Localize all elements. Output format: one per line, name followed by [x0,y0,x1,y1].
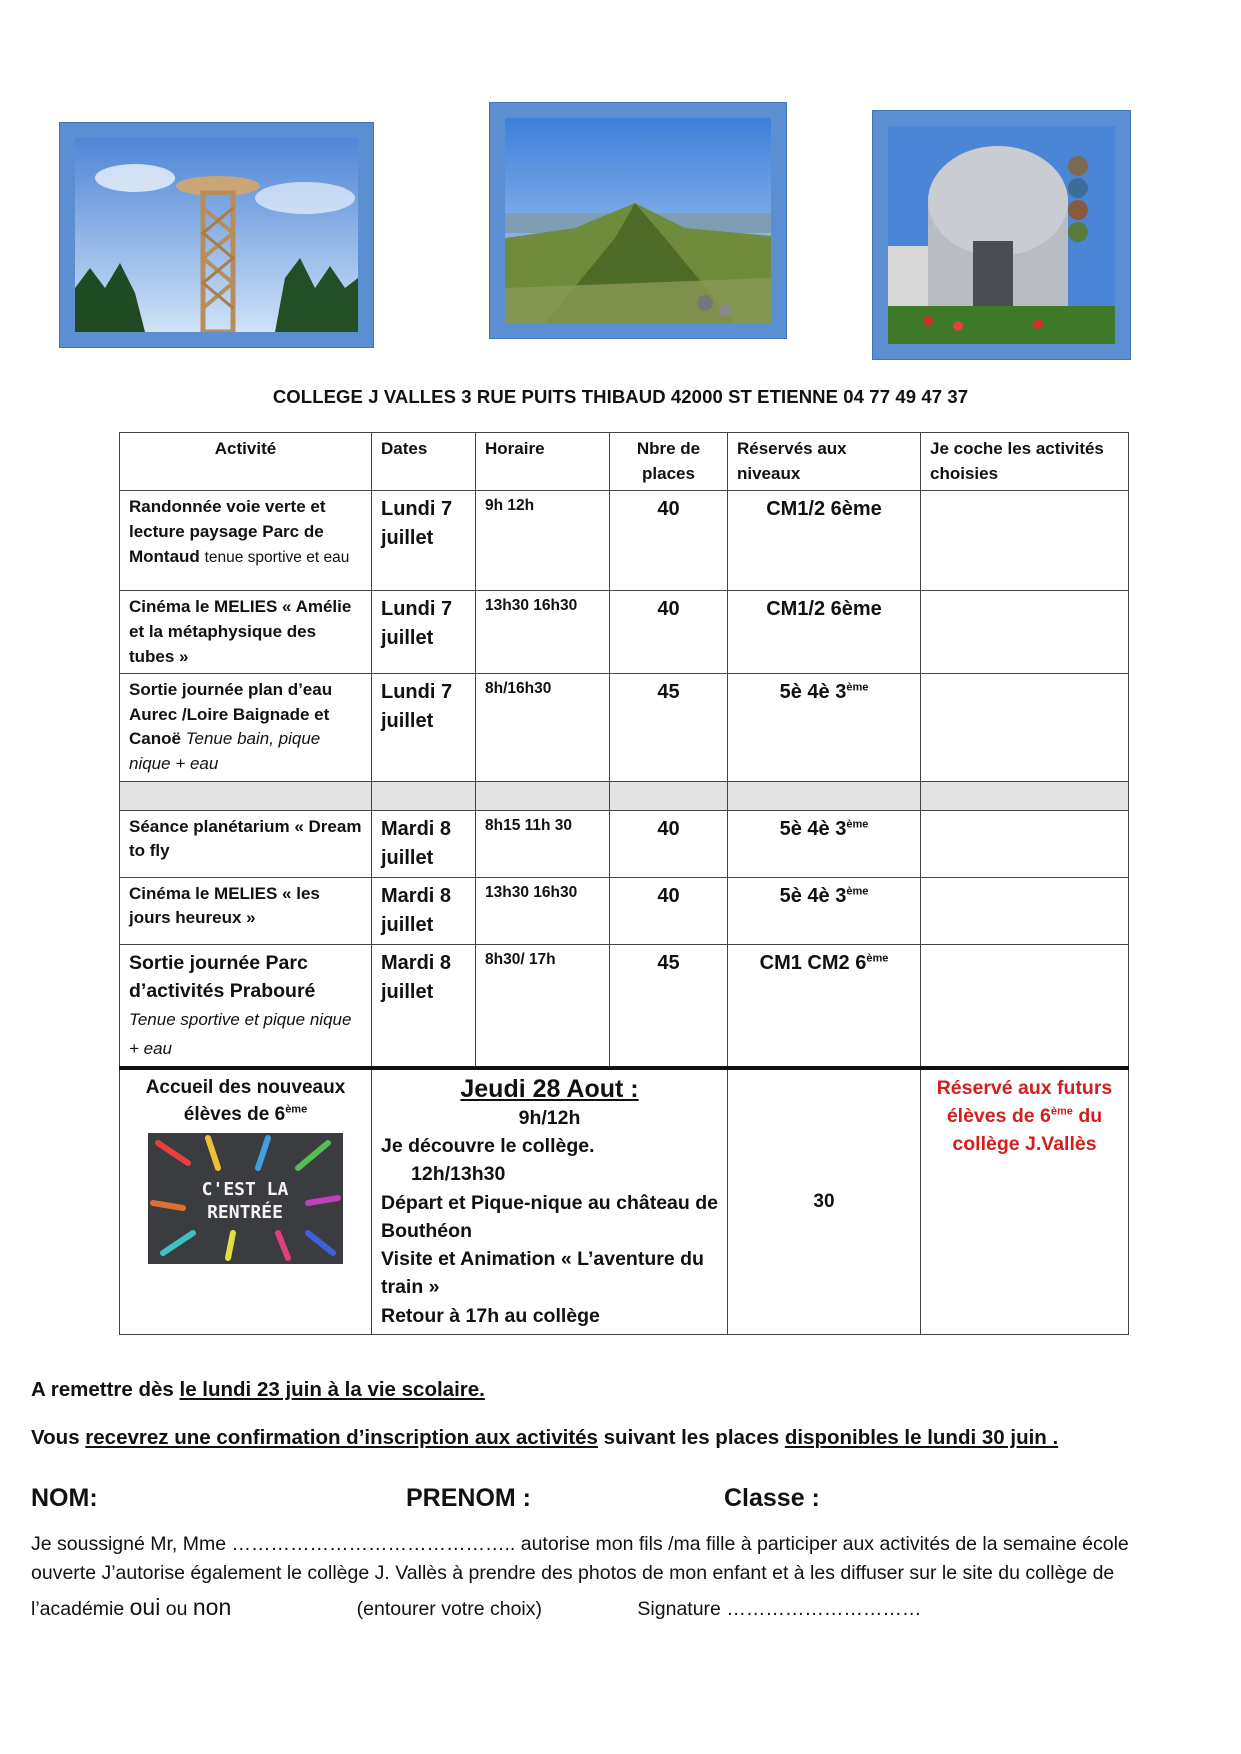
planetarium-photo [872,110,1131,360]
welcome-program-cell [372,1068,728,1335]
level-cell: 5è 4è 3ème [728,810,921,877]
level-cell: CM1/2 6ème [728,491,921,591]
level-cell: 5è 4è 3ème [728,674,921,782]
svg-text:RENTRÉE: RENTRÉE [207,1201,283,1223]
welcome-activity-cell: Accueil des nouveaux élèves de 6ème C'EST LA RENTRÉE [120,1068,372,1335]
deadline-line: A remettre dès le lundi 23 juin à la vie scolaire. [31,1378,485,1401]
col-dates: Dates [372,433,476,491]
col-activity: Activité [120,433,372,491]
rentree-pencils-image [148,1133,343,1264]
prenom-label: PRENOM : [406,1484,531,1512]
table-row [120,591,1129,674]
choice-checkbox-cell[interactable] [921,591,1129,674]
date-cell: Mardi 8 juillet [372,810,476,877]
welcome-program: 9h/12h Je découvre le collège. 12h/13h30 Départ et Pique-nique au château de Bouthéon Visite et Animation « L’aventure du train » Retour à 17h au collège [381,1106,718,1327]
places-cell: 40 [610,591,728,674]
col-time: Horaire [476,433,610,491]
table-row [120,877,1129,944]
consent-line-1: Je soussigné Mr, Mme …………………………………….. autorise mon fils /ma fille à participer aux activités de la semaine école [31,1533,1129,1555]
consent-line-3: l’académie oui ou non (entourer votre choix) Signature ………………………… [31,1594,922,1620]
choice-checkbox-cell[interactable] [921,944,1129,1068]
svg-text:C'EST LA: C'EST LA [201,1178,289,1200]
table-separator-row [120,781,1129,810]
date-cell: Lundi 7 juillet [372,674,476,782]
activity-cell: Séance planétarium « Dream to fly [120,810,372,877]
consent-line-2: ouverte J’autorise également le collège J. Vallès à prendre des photos de mon enfant et à les diffuser sur le site du collège de [31,1562,1115,1584]
time-cell: 9h 12h [476,491,610,591]
col-choice: Je coche les activités choisies [921,433,1129,491]
welcome-places-cell: 30 [728,1068,921,1335]
time-cell: 13h30 16h30 [476,877,610,944]
time-cell: 8h15 11h 30 [476,810,610,877]
time-cell: 8h30/ 17h [476,944,610,1068]
time-cell: 8h/16h30 [476,674,610,782]
non-option[interactable]: non [192,1594,232,1620]
tower-photo [59,122,374,348]
table-row [120,491,1129,591]
activity-cell: Randonnée voie verte et lecture paysage Parc de Montaud tenue sportive et eau [120,491,372,591]
welcome-date-title: Jeudi 28 Aout : [460,1074,639,1103]
places-cell: 40 [610,810,728,877]
date-cell: Lundi 7 juillet [372,491,476,591]
table-row [120,810,1129,877]
signature-field[interactable]: Signature ………………………… [637,1598,922,1620]
mountain-photo [489,102,787,339]
choice-checkbox-cell[interactable] [921,674,1129,782]
oui-option[interactable]: oui [129,1594,161,1620]
activities-table [119,432,1129,1335]
level-cell: CM1 CM2 6ème [728,944,921,1068]
activity-cell: Sortie journée Parc d’activités Prabouré Tenue sportive et pique nique + eau [120,944,372,1068]
choice-checkbox-cell[interactable] [921,491,1129,591]
time-cell: 13h30 16h30 [476,591,610,674]
date-cell: Lundi 7 juillet [372,591,476,674]
places-cell: 45 [610,674,728,782]
table-row [120,674,1129,782]
places-cell: 40 [610,877,728,944]
school-header: COLLEGE J VALLES 3 RUE PUITS THIBAUD 42000 ST ETIENNE 04 77 49 47 37 [272,386,969,407]
level-cell: CM1/2 6ème [728,591,921,674]
nom-label: NOM: [31,1484,98,1512]
level-cell: 5è 4è 3ème [728,877,921,944]
choice-checkbox-cell[interactable] [921,810,1129,877]
choice-checkbox-cell[interactable] [921,877,1129,944]
date-cell: Mardi 8 juillet [372,944,476,1068]
col-places: Nbre de places [610,433,728,491]
places-cell: 40 [610,491,728,591]
activity-cell: Sortie journée plan d’eau Aurec /Loire Baignade et Canoë Tenue bain, pique nique + eau [120,674,372,782]
places-cell: 45 [610,944,728,1068]
activity-cell: Cinéma le MELIES « Amélie et la métaphysique des tubes » [120,591,372,674]
confirmation-line: Vous recevrez une confirmation d’inscription aux activités suivant les places disponibles le lundi 30 juin . [31,1426,1059,1449]
date-cell: Mardi 8 juillet [372,877,476,944]
welcome-row [120,1068,1129,1335]
classe-label: Classe : [724,1484,820,1512]
col-levels: Réservés aux niveaux [728,433,921,491]
table-row [120,944,1129,1068]
welcome-reserved-cell: Réservé aux futurs élèves de 6ème du collège J.Vallès [921,1068,1129,1335]
table-header-row [120,433,1129,491]
activity-cell: Cinéma le MELIES « les jours heureux » [120,877,372,944]
